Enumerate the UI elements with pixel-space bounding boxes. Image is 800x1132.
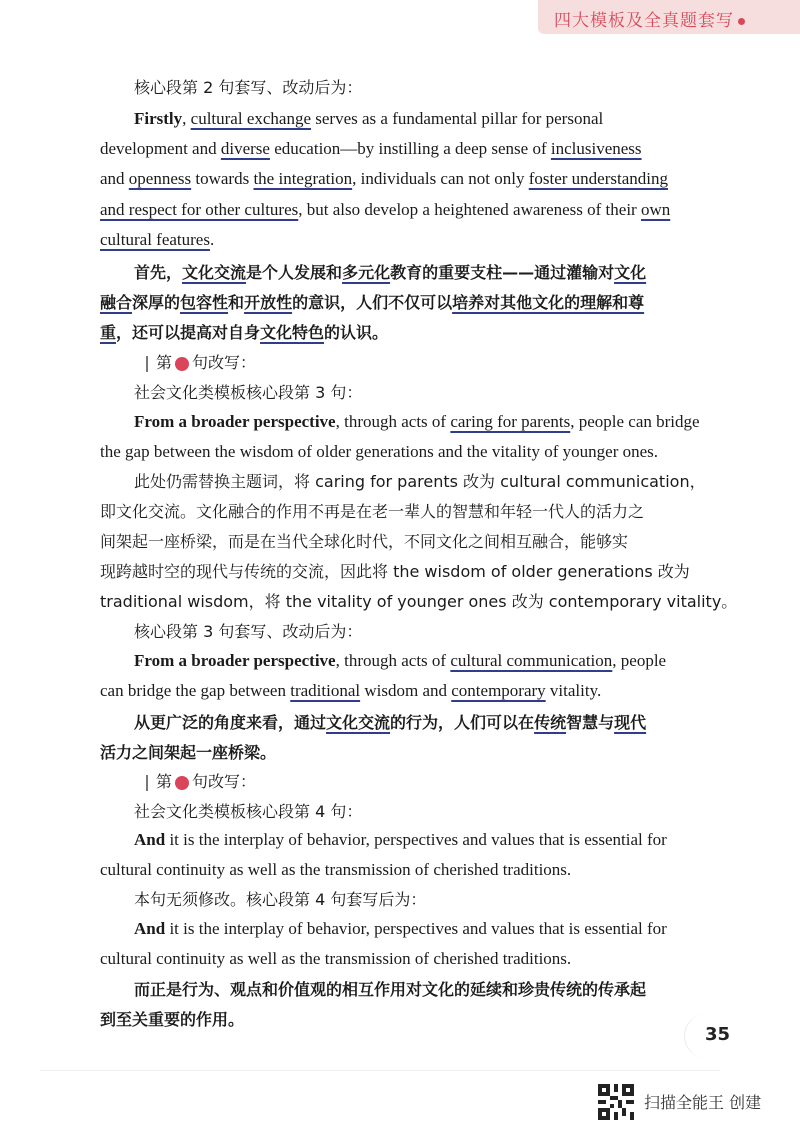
text-line <box>100 229 214 251</box>
text-segment: 即文化交流。文化融合的作用不再是在老一辈人的智慧和年轻一代人的活力之 <box>100 502 645 521</box>
text-segment: 此处仍需替换主题词，将 caring for parents 改为 cultural communication， <box>134 472 706 491</box>
text-segment: 教育的重要支柱——通过灌输对 <box>390 263 615 282</box>
text-line <box>134 411 700 433</box>
text-line <box>100 138 642 160</box>
bold-phrase: From a broader perspective <box>134 412 336 431</box>
text-segment: education—by instilling a deep sense of <box>269 139 551 158</box>
section-marker-bar <box>146 775 148 791</box>
text-line <box>134 650 666 672</box>
text-line <box>134 382 362 404</box>
footer-rule <box>40 1070 720 1071</box>
text-segment: 是个人发展和 <box>246 263 343 282</box>
underlined-phrase: 培养对其他文化的理解和尊 <box>452 293 645 312</box>
numbered-marker-icon <box>175 357 189 371</box>
underlined-phrase: 文化交流 <box>326 713 391 732</box>
text-line <box>100 531 628 553</box>
text-segment: cultural continuity as well as the transmission of cherished traditions. <box>100 860 572 879</box>
text-line <box>134 471 706 493</box>
text-segment: 和 <box>228 293 245 312</box>
section-header-tab <box>538 0 800 34</box>
text-line <box>100 199 670 221</box>
bold-phrase: And <box>134 919 166 938</box>
text-segment: , through acts of <box>335 412 451 431</box>
underlined-phrase: cultural features <box>100 230 210 249</box>
text-segment: 句改写： <box>192 772 257 791</box>
text-segment: the gap between the wisdom of older generations and the vitality of younger ones. <box>100 442 659 461</box>
text-segment: wisdom and <box>360 681 452 700</box>
text-segment: 到至关重要的作用。 <box>100 1010 245 1029</box>
text-line <box>100 591 737 613</box>
text-line <box>100 859 571 881</box>
text-segment: 活力之间架起一座桥梁。 <box>100 743 277 762</box>
text-line <box>134 979 646 1001</box>
text-line <box>100 292 644 314</box>
text-segment: , through acts of <box>335 651 451 670</box>
bold-phrase: 首先 <box>134 263 167 282</box>
underlined-phrase: 现代 <box>614 713 647 732</box>
bold-phrase: And <box>134 830 166 849</box>
underlined-phrase: 文化交流 <box>182 263 247 282</box>
underlined-phrase: cultural exchange <box>190 109 312 128</box>
underlined-phrase: 多元化 <box>342 263 391 282</box>
text-segment: it is the interplay of behavior, perspectives and values that is essential for <box>165 919 667 938</box>
text-segment: vitality. <box>545 681 602 700</box>
text-segment: 社会文化类模板核心段第 4 句： <box>134 802 363 821</box>
text-line <box>100 680 601 702</box>
text-segment: . <box>209 230 215 249</box>
text-segment: 现跨越时空的现代与传统的交流，因此将 the wisdom of older generations 改为 <box>100 562 690 581</box>
underlined-phrase: own <box>640 200 671 219</box>
text-segment: traditional wisdom，将 the vitality of younger ones 改为 contemporary vitality。 <box>100 592 738 611</box>
section-marker-bar <box>146 356 148 372</box>
text-segment: 的认识。 <box>324 323 389 342</box>
text-line <box>134 712 646 734</box>
header-dot-icon <box>738 18 745 25</box>
text-line <box>100 1009 244 1031</box>
text-segment: towards <box>191 169 254 188</box>
bold-phrase: From a broader perspective <box>134 651 336 670</box>
text-segment: , people <box>612 651 667 670</box>
text-line <box>100 168 668 190</box>
text-segment: 而正是行为、观点和价值观的相互作用对文化的延续和珍贵传统的传承起 <box>134 980 647 999</box>
text-line <box>134 801 362 823</box>
text-line <box>134 889 426 911</box>
underlined-phrase: traditional <box>290 681 361 700</box>
numbered-marker-icon <box>175 776 189 790</box>
text-segment: can bridge the gap between <box>100 681 291 700</box>
text-line <box>134 262 646 284</box>
underlined-phrase: diverse <box>220 139 270 158</box>
text-segment: 智慧与 <box>566 713 615 732</box>
text-segment: 的行为，人们可以在 <box>390 713 535 732</box>
text-segment: , but also develop a heightened awareness of their <box>298 200 641 219</box>
text-segment: 核心段第 3 句套写、改动后为： <box>134 622 363 641</box>
text-segment: 第 <box>156 772 173 791</box>
section-header-title: 四大模板及全真题套写 <box>554 11 734 31</box>
underlined-phrase: openness <box>128 169 192 188</box>
text-line <box>100 322 388 344</box>
underlined-phrase: 开放性 <box>244 293 293 312</box>
underlined-phrase: 重 <box>100 323 117 342</box>
text-segment: 的意识，人们不仅可以 <box>292 293 453 312</box>
text-segment: ， <box>166 263 183 282</box>
text-line <box>146 352 256 374</box>
text-segment: ，通过 <box>278 713 327 732</box>
underlined-phrase: 包容性 <box>180 293 229 312</box>
text-line <box>134 621 362 643</box>
text-segment: 深厚的 <box>132 293 181 312</box>
text-segment: and <box>100 169 129 188</box>
qr-code-icon <box>598 1084 634 1120</box>
text-segment: 第 <box>156 353 173 372</box>
underlined-phrase: contemporary <box>451 681 546 700</box>
page-number: 35 <box>705 1024 731 1045</box>
text-segment: , <box>182 109 191 128</box>
text-segment: , people can bridge <box>570 412 700 431</box>
bold-phrase: 从更广泛的角度来看 <box>134 713 279 732</box>
underlined-phrase: 传统 <box>534 713 567 732</box>
text-line <box>100 561 690 583</box>
underlined-phrase: foster understanding <box>528 169 668 188</box>
scanner-watermark: 扫描全能王 创建 <box>644 1093 762 1112</box>
text-line <box>100 501 644 523</box>
underlined-phrase: 文化特色 <box>260 323 325 342</box>
text-line <box>100 441 658 463</box>
text-line <box>134 77 362 99</box>
page-number-tab <box>684 1014 739 1058</box>
text-line <box>134 829 667 851</box>
text-segment: 本句无须修改。核心段第 4 句套写后为： <box>134 890 427 909</box>
text-segment: cultural continuity as well as the transmission of cherished traditions. <box>100 949 572 968</box>
underlined-phrase: 融合 <box>100 293 133 312</box>
text-segment: serves as a fundamental pillar for personal <box>311 109 604 128</box>
text-segment: development and <box>100 139 221 158</box>
underlined-phrase: caring for parents <box>450 412 571 431</box>
text-line <box>100 742 276 764</box>
text-line <box>134 918 667 940</box>
underlined-phrase: inclusiveness <box>550 139 642 158</box>
underlined-phrase: and respect for other cultures <box>100 200 299 219</box>
text-line <box>134 108 603 130</box>
underlined-phrase: the integration <box>253 169 353 188</box>
text-segment: 社会文化类模板核心段第 3 句： <box>134 383 363 402</box>
text-segment: 核心段第 2 句套写、改动后为： <box>134 78 363 97</box>
text-line <box>146 771 256 793</box>
text-segment: it is the interplay of behavior, perspectives and values that is essential for <box>165 830 667 849</box>
text-line <box>100 948 571 970</box>
bold-phrase: Firstly <box>134 109 183 128</box>
text-segment: , individuals can not only <box>352 169 529 188</box>
text-segment: ，还可以提高对自身 <box>116 323 261 342</box>
text-segment: 间架起一座桥梁，而是在当代全球化时代，不同文化之间相互融合，能够实 <box>100 532 629 551</box>
text-segment: 句改写： <box>192 353 257 372</box>
underlined-phrase: cultural communication <box>450 651 613 670</box>
underlined-phrase: 文化 <box>614 263 647 282</box>
